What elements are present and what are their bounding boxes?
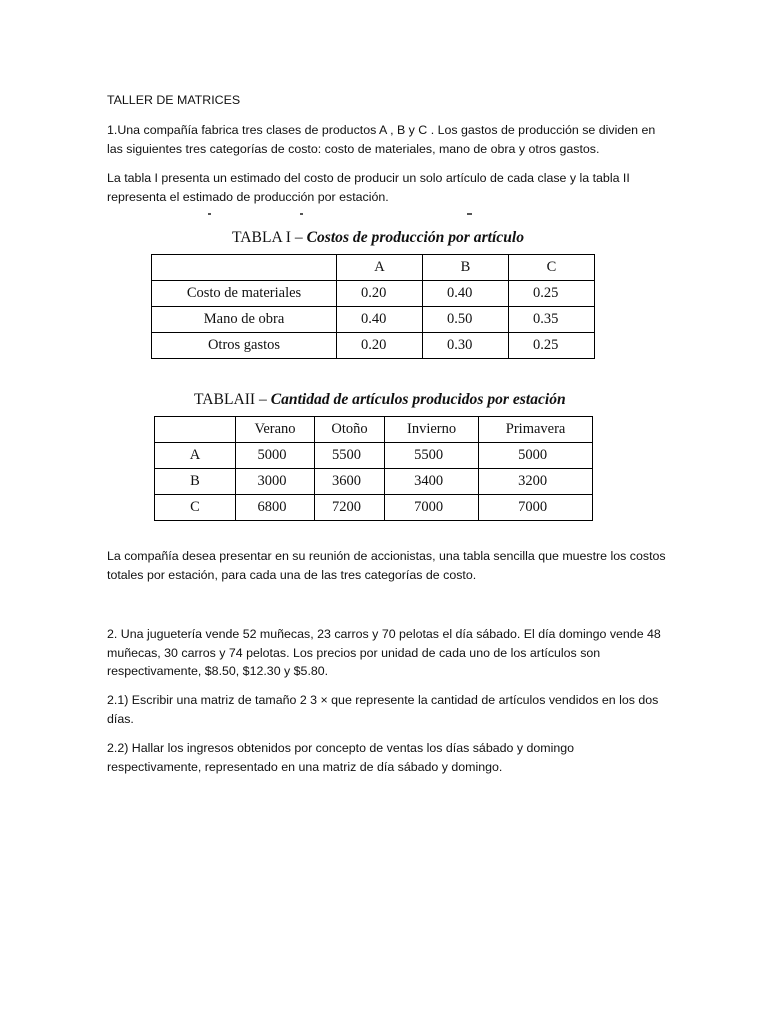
problem-2-2: 2.2) Hallar los ingresos obtenidos por concepto de ventas los días sábado y domingo respectivamente, representado en una matriz de día sábado y domingo. xyxy=(107,741,574,774)
production-quantity-table xyxy=(154,416,593,521)
column-header: B xyxy=(423,255,509,281)
row-label: C xyxy=(155,495,236,521)
table-cell: 3600 xyxy=(315,469,385,495)
table-cell: 5500 xyxy=(315,443,385,469)
table-cell: 0.30 xyxy=(423,333,509,359)
row-label: Otros gastos xyxy=(152,333,337,359)
problem-2-1: 2.1) Escribir una matriz de tamaño 2 3 × que represente la cantidad de artículos vendidos en los dos días. xyxy=(107,693,659,726)
table-row xyxy=(155,495,593,521)
problem-2-intro: 2. Una juguetería vende 52 muñecas, 23 carros y 70 pelotas el día sábado. El día domingo vende 48 muñecas, 30 carros y 74 pelotas. Los precios por unidad de cada uno de los artículos son respectivamente, $8.50, $12.30 y $5.80. xyxy=(107,627,661,678)
table-header-row xyxy=(155,417,593,443)
scan-artifact xyxy=(467,213,472,215)
table-cell: 7200 xyxy=(315,495,385,521)
table-cell: 7000 xyxy=(385,495,479,521)
column-header: C xyxy=(509,255,595,281)
row-label: Mano de obra xyxy=(152,307,337,333)
table-header-row xyxy=(152,255,595,281)
table-cell: 5000 xyxy=(236,443,315,469)
table-cell: 0.20 xyxy=(337,281,423,307)
problem-1-task: La compañía desea presentar en su reunión de accionistas, una tabla sencilla que muestre los costos totales por estación, para cada una de las tres categorías de costo. xyxy=(107,549,666,582)
column-header: Otoño xyxy=(315,417,385,443)
table-cell: 0.25 xyxy=(509,281,595,307)
table-1-caption-prefix: TABLA I – xyxy=(232,229,307,246)
table-cell: 3400 xyxy=(385,469,479,495)
table-cell: 0.20 xyxy=(337,333,423,359)
column-header: Primavera xyxy=(479,417,593,443)
table-row xyxy=(152,281,595,307)
table-corner-cell xyxy=(152,255,337,281)
table-cell: 0.40 xyxy=(423,281,509,307)
table-cell: 5000 xyxy=(479,443,593,469)
scan-artifact xyxy=(208,213,211,215)
production-cost-table xyxy=(151,254,595,359)
table-cell: 3000 xyxy=(236,469,315,495)
column-header: Invierno xyxy=(385,417,479,443)
column-header: A xyxy=(337,255,423,281)
table-cell: 0.35 xyxy=(509,307,595,333)
row-label: Costo de materiales xyxy=(152,281,337,307)
table-cell: 3200 xyxy=(479,469,593,495)
problem-1-intro: 1.Una compañía fabrica tres clases de productos A , B y C . Los gastos de producción se dividen en las siguientes tres categorías de costo: costo de materiales, mano de obra y otros gastos. xyxy=(107,123,656,156)
table-2-caption-prefix: TABLAII – xyxy=(194,391,271,408)
table-row xyxy=(155,443,593,469)
table-cell: 0.40 xyxy=(337,307,423,333)
column-header: Verano xyxy=(236,417,315,443)
scan-artifact xyxy=(300,213,303,215)
table-1-caption xyxy=(232,229,524,247)
table-row xyxy=(152,307,595,333)
table-row xyxy=(155,469,593,495)
problem-1-tables-description: La tabla I presenta un estimado del costo de producir un solo artículo de cada clase y la tabla II representa el estimado de producción por estación. xyxy=(107,171,630,204)
table-cell: 7000 xyxy=(479,495,593,521)
table-cell: 6800 xyxy=(236,495,315,521)
table-cell: 0.25 xyxy=(509,333,595,359)
table-2-caption xyxy=(194,391,566,409)
table-1-caption-title: Costos de producción por artículo xyxy=(306,229,525,246)
row-label: B xyxy=(155,469,236,495)
table-row xyxy=(152,333,595,359)
table-cell: 0.50 xyxy=(423,307,509,333)
table-corner-cell xyxy=(155,417,236,443)
page-title: TALLER DE MATRICES xyxy=(107,93,241,107)
table-cell: 5500 xyxy=(385,443,479,469)
row-label: A xyxy=(155,443,236,469)
table-2-caption-title: Cantidad de artículos producidos por estación xyxy=(270,391,566,408)
